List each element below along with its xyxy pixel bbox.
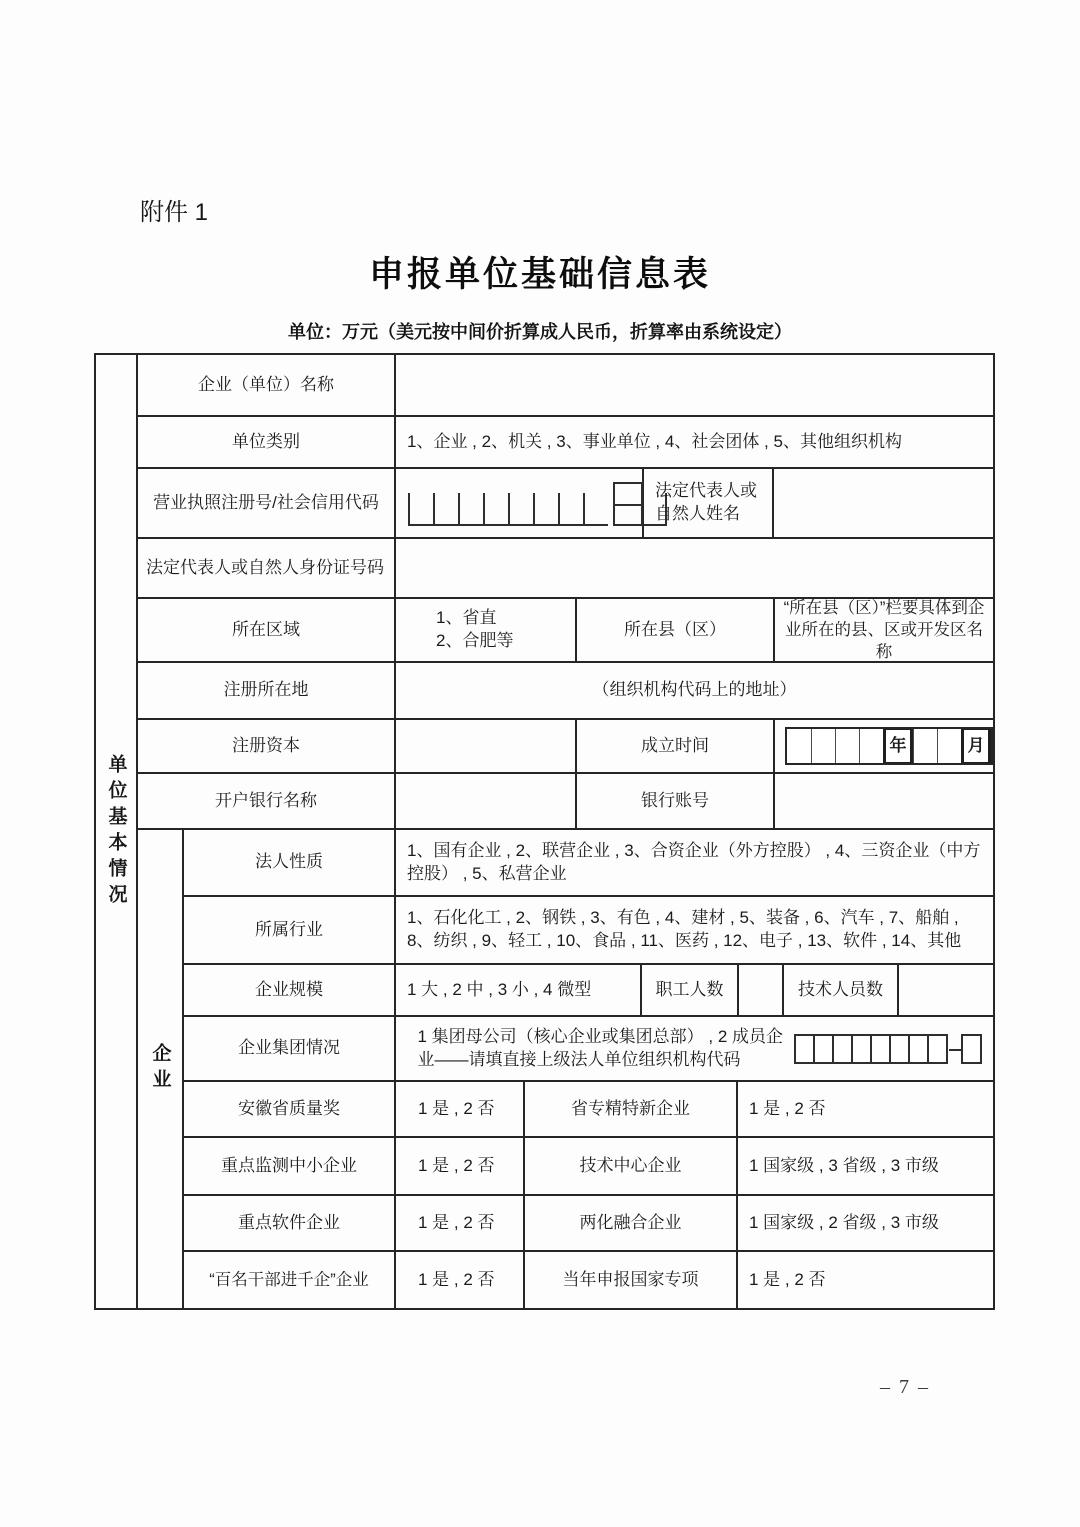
staff-count-label: 职工人数 (640, 965, 737, 1015)
founding-date-boxes-cell (773, 720, 993, 772)
legal-rep-name-value-cell (772, 469, 993, 537)
national-project-options: 1 是 , 2 否 (736, 1252, 993, 1308)
row-license-code (138, 467, 993, 537)
industry-options: 1、石化化工 , 2、钢铁 , 3、有色 , 4、建材 , 5、装备 , 6、汽车 , 7、船舶 , 8、纺织 , 9、轻工 , 10、食品 , 11、医药 , 12、电子 , 13、软件 , 14、其他 (394, 897, 993, 963)
key-software-label: 重点软件企业 (238, 1212, 340, 1232)
registered-address-hint: （组织机构代码上的地址） (394, 663, 993, 718)
specialized-enterprise-label: 省专精特新企业 (523, 1082, 736, 1136)
staff-count-value-cell (737, 965, 782, 1015)
quality-award-label: 安徽省质量奖 (238, 1098, 340, 1118)
org-code-dash (948, 1034, 963, 1064)
row-bank (138, 772, 993, 828)
org-code-boxes (794, 1034, 982, 1064)
row-registered-capital (138, 718, 993, 772)
row-monitored-sme (184, 1136, 993, 1194)
legal-nature-label: 法人性质 (255, 852, 323, 872)
row-group-status (184, 1015, 993, 1080)
legal-rep-name-label: 法定代表人或自然人姓名 (642, 469, 772, 537)
bank-account-label: 银行账号 (575, 774, 773, 828)
unit-category-options: 1、企业 , 2、机关 , 3、事业单位 , 4、社会团体 , 5、其他组织机构 (394, 417, 993, 467)
registered-address-label: 注册所在地 (223, 680, 309, 700)
region-label: 所在区域 (232, 619, 300, 639)
form-title: 申报单位基础信息表 (368, 255, 711, 294)
attachment-label: 附件 1 (140, 199, 209, 226)
company-name-value-cell (394, 355, 993, 415)
license-code-boxes-cell (394, 469, 642, 537)
license-code-label: 营业执照注册号/社会信用代码 (153, 492, 379, 512)
industry-label: 所属行业 (255, 919, 323, 939)
row-enterprise-scale (184, 963, 993, 1015)
row-industry (184, 895, 993, 963)
date-entry-boxes (785, 727, 993, 765)
id-number-label: 法定代表人或自然人身份证号码 (146, 557, 384, 577)
basic-info-table (94, 353, 995, 1310)
enterprise-section-label: 企业 (149, 1043, 171, 1095)
registered-capital-label: 注册资本 (232, 735, 300, 755)
month-char: 月 (961, 729, 991, 763)
national-project-label: 当年申报国家专项 (523, 1252, 736, 1308)
row-id-number (138, 537, 993, 597)
region-option-2: 2、合肥等 (436, 631, 514, 650)
company-name-label: 企业（单位）名称 (198, 374, 334, 394)
row-key-software (184, 1194, 993, 1250)
section-header-label: 单位基本情况 (105, 753, 127, 910)
unit-category-label: 单位类别 (232, 431, 300, 451)
region-option-1: 1、省直 (436, 608, 497, 628)
key-software-options: 1 是 , 2 否 (394, 1196, 523, 1250)
legal-nature-options: 1、国有企业 , 2、联营企业 , 3、合资企业（外方控股） , 4、三资企业（中方控股） , 5、私营企业 (394, 830, 993, 895)
page-number: – 7 – (880, 1376, 930, 1398)
group-status-label: 企业集团情况 (238, 1038, 340, 1058)
year-char: 年 (883, 729, 913, 763)
id-number-value-cell (394, 539, 993, 597)
cadre-program-options: 1 是 , 2 否 (394, 1252, 523, 1308)
specialized-enterprise-options: 1 是 , 2 否 (736, 1082, 993, 1136)
row-cadre-program (184, 1250, 993, 1308)
section-header-unit-basic-info (96, 355, 138, 1308)
enterprise-scale-label: 企业规模 (255, 979, 323, 999)
quality-award-options: 1 是 , 2 否 (394, 1082, 523, 1136)
county-label: 所在县（区） (575, 599, 773, 661)
tech-center-label: 技术中心企业 (523, 1138, 736, 1194)
row-registered-address (138, 661, 993, 718)
group-status-options: 1 集团母公司（核心企业或集团总部） , 2 成员企业——请填直接上级法人单位组织机构代码 (417, 1027, 784, 1069)
enterprise-scale-options: 1 大 , 2 中 , 3 小 , 4 微型 (394, 965, 640, 1015)
bank-name-label: 开户银行名称 (215, 790, 317, 810)
integration-enterprise-label: 两化融合企业 (523, 1196, 736, 1250)
row-quality-award (184, 1080, 993, 1136)
row-region (138, 597, 993, 661)
region-options (394, 599, 575, 661)
row-legal-nature (184, 830, 993, 895)
tech-count-label: 技术人员数 (782, 965, 897, 1015)
monitored-sme-options: 1 是 , 2 否 (394, 1138, 523, 1194)
tech-count-value-cell (897, 965, 993, 1015)
code-entry-boxes (408, 480, 667, 526)
check-digit-box (613, 482, 643, 526)
monitored-sme-label: 重点监测中小企业 (221, 1155, 357, 1175)
integration-enterprise-options: 1 国家级 , 2 省级 , 3 市级 (736, 1196, 993, 1250)
founding-date-label: 成立时间 (575, 720, 773, 772)
unit-note: 单位：万元（美元按中间价折算成人民币，折算率由系统设定） (288, 322, 792, 342)
bank-name-value-cell (394, 774, 575, 828)
county-note: “所在县（区）”栏要具体到企业所在的县、区或开发区名称 (773, 599, 993, 661)
bank-account-value-cell (773, 774, 993, 828)
row-company-name (138, 355, 993, 415)
enterprise-section (138, 828, 993, 1308)
tech-center-options: 1 国家级 , 3 省级 , 3 市级 (736, 1138, 993, 1194)
group-status-cell (394, 1017, 993, 1080)
cadre-program-label: “百名干部进千企”企业 (209, 1270, 369, 1289)
enterprise-section-header (138, 830, 184, 1308)
row-unit-category (138, 415, 993, 467)
registered-capital-value-cell (394, 720, 575, 772)
